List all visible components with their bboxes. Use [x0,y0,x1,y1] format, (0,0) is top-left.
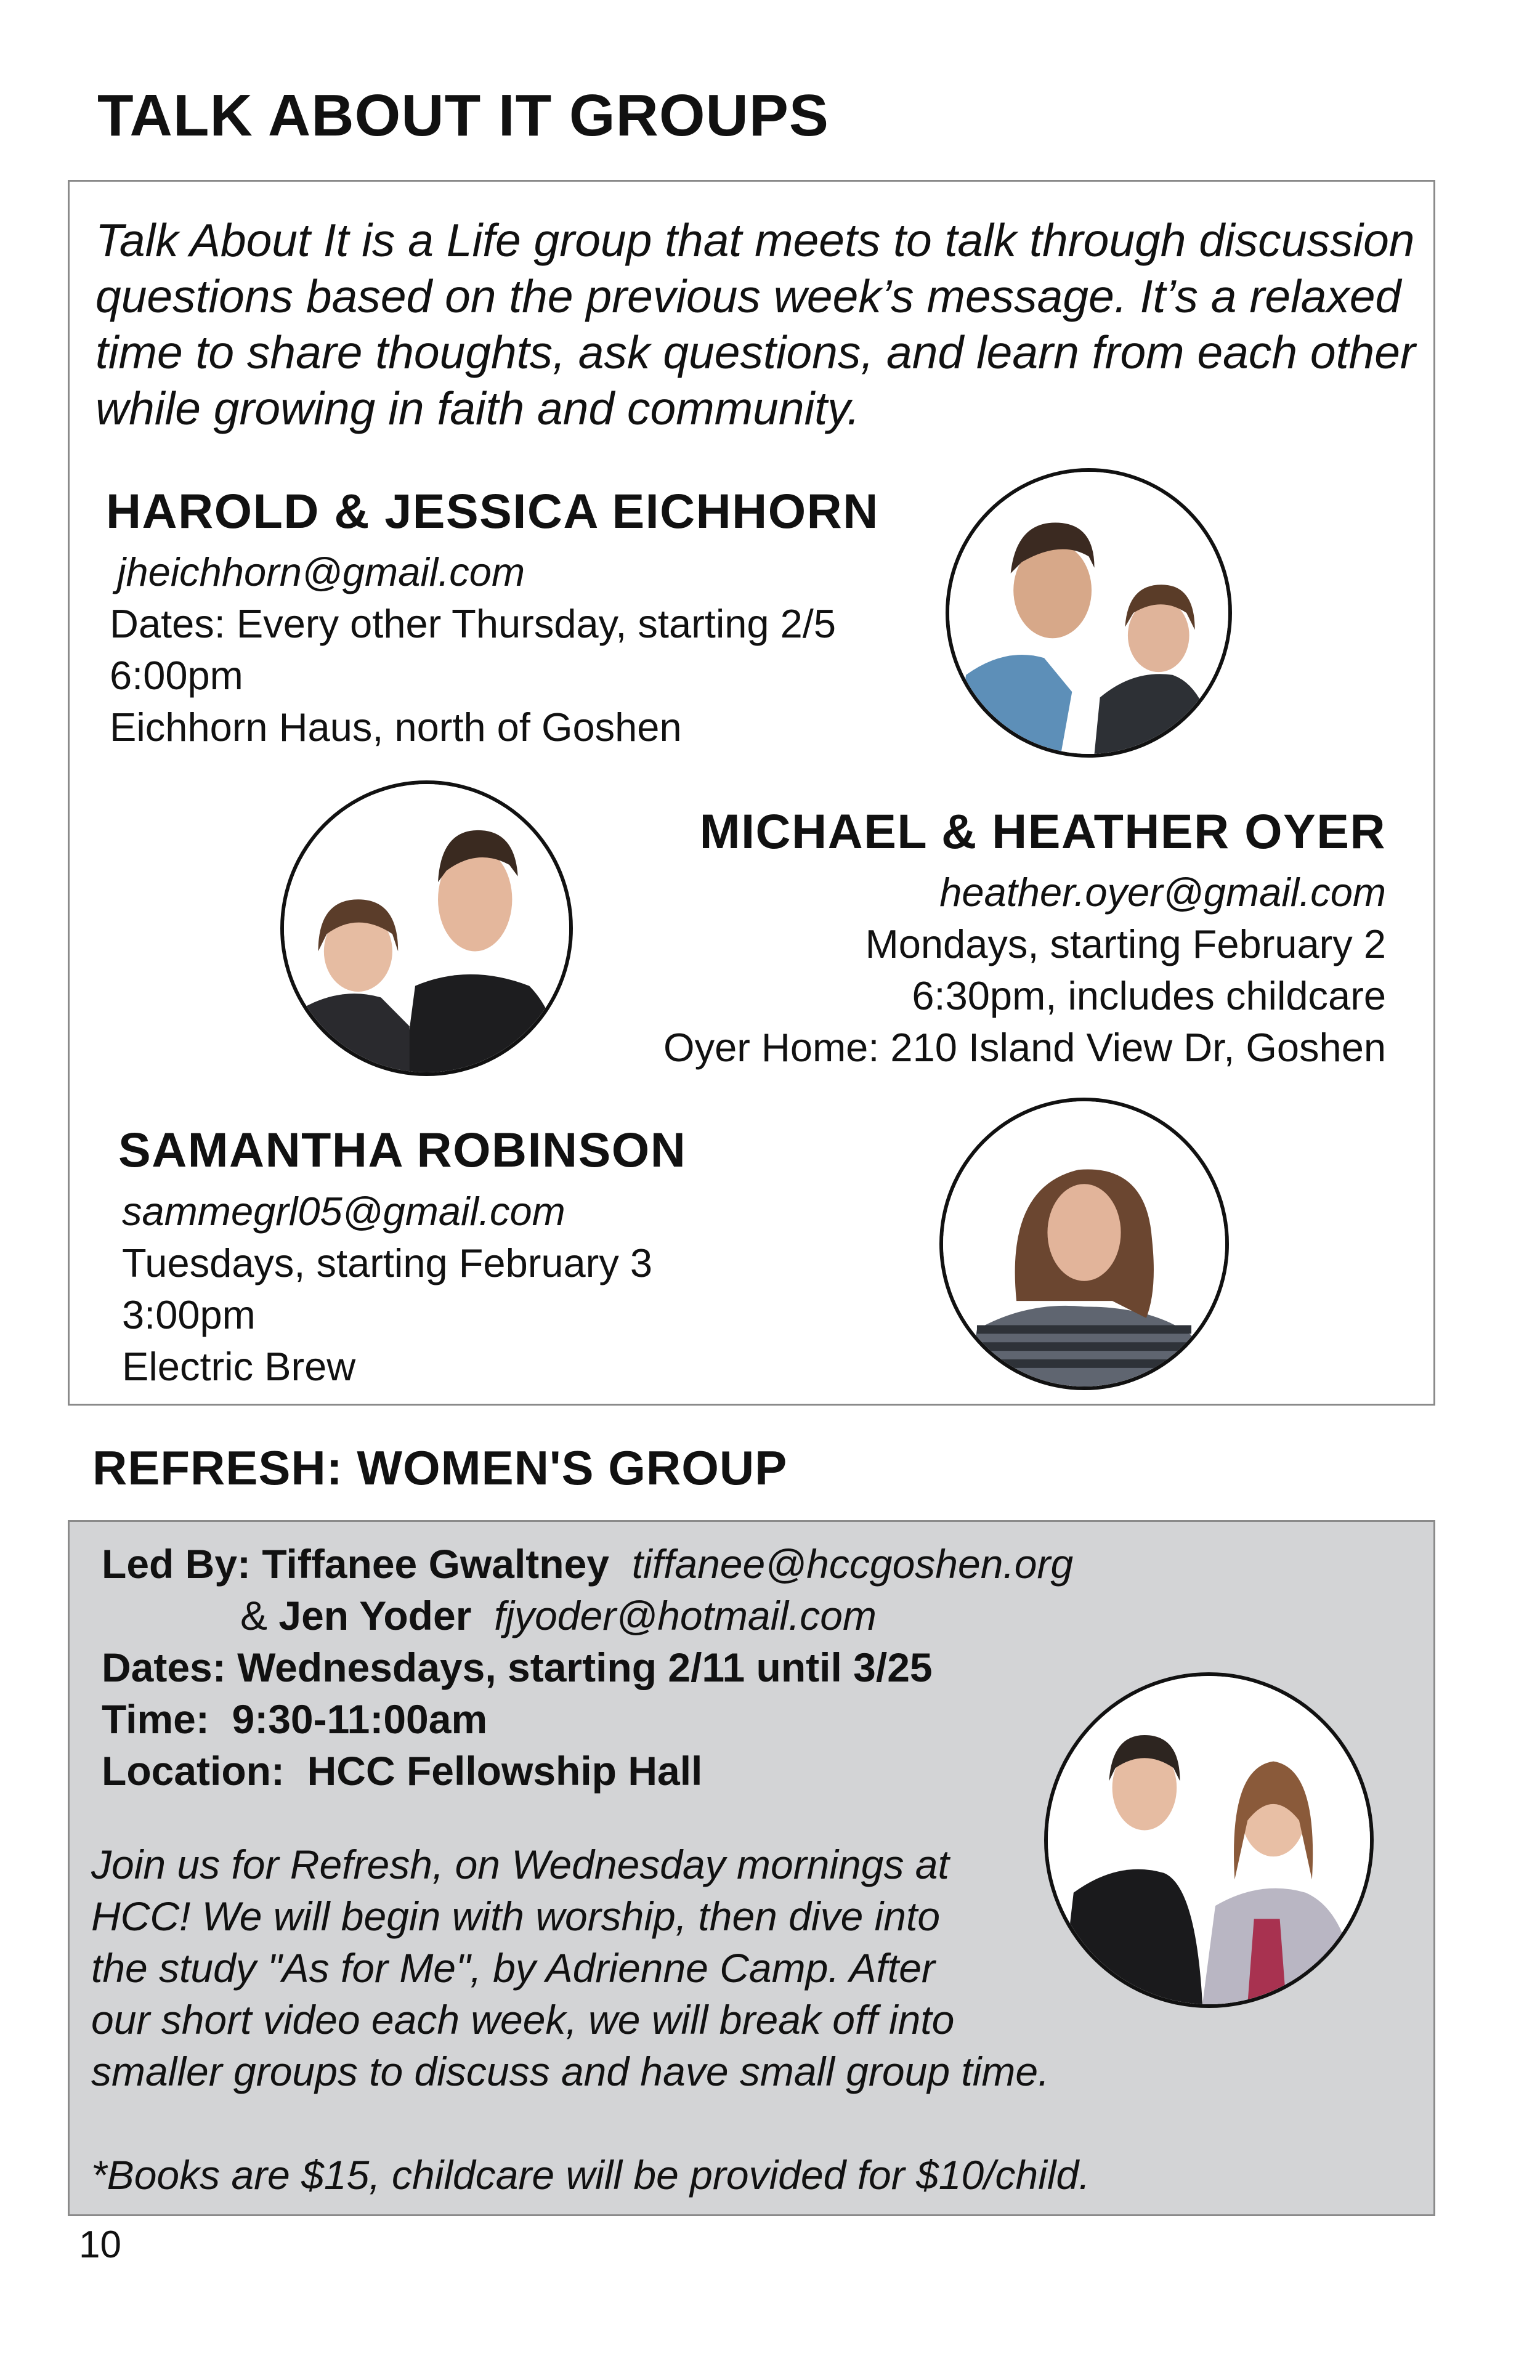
group-robinson-email[interactable]: sammegrl05@gmail.com [122,1189,565,1234]
group-robinson-location: Electric Brew [122,1344,356,1389]
group-oyer-dates: Mondays, starting February 2 [865,921,1386,966]
group-eichhorn-time: 6:00pm [110,653,243,698]
group-oyer-location: Oyer Home: 210 Island View Dr, Goshen [663,1025,1386,1070]
leader1-name: Tiffanee Gwaltney [262,1541,609,1587]
leader2-email[interactable]: fjyoder@hotmail.com [494,1593,877,1638]
refresh-title: REFRESH: WOMEN'S GROUP [92,1441,788,1495]
leader1-email[interactable]: tiffanee@hccgoshen.org [631,1541,1074,1587]
refresh-desc-line: HCC! We will begin with worship, then dive into [91,1893,941,1939]
refresh-desc-line: Join us for Refresh, on Wednesday mornings at [91,1842,949,1887]
group-oyer-info [663,867,1386,1074]
refresh-time: Time: 9:30-11:00am [102,1696,488,1742]
page-number: 10 [79,2224,121,2266]
robinson-photo [939,1098,1229,1390]
blank-line [91,2097,1090,2149]
amp-symbol: & [240,1593,268,1638]
group-oyer-email[interactable]: heather.oyer@gmail.com [939,870,1386,915]
refresh-desc-line: smaller groups to discuss and have small group time. [91,2049,1050,2094]
leader2-name: Jen Yoder [278,1593,472,1638]
led-by-label: Led By: [102,1541,251,1587]
group-eichhorn-location: Eichhorn Haus, north of Goshen [110,705,682,750]
talk-about-it-intro: Talk About It is a Life group that meets to talk through discussion questions based on the previous week’s message. It’s a relaxed time to share thoughts, ask questions, and learn from each other while growing in faith and community. [95,214,1416,434]
refresh-description [91,1839,1090,2201]
group-robinson-name: SAMANTHA ROBINSON [118,1122,687,1177]
refresh-desc-line: our short video each week, we will break off into [91,1997,955,2042]
refresh-desc-line: the study "As for Me", by Adrienne Camp. After [91,1945,935,1991]
refresh-dates: Dates: Wednesdays, starting 2/11 until 3/25 [102,1645,933,1690]
page-title: TALK ABOUT IT GROUPS [97,83,829,148]
refresh-location: Location: HCC Fellowship Hall [102,1748,703,1794]
group-eichhorn-info [110,546,836,753]
refresh-details [102,1538,1073,1797]
group-robinson-info [122,1186,652,1393]
refresh-note: *Books are $15, childcare will be provided for $10/child. [91,2152,1090,2198]
group-robinson-dates: Tuesdays, starting February 3 [122,1241,653,1285]
eichhorn-couple-photo [946,468,1232,758]
refresh-leaders-photo [1044,1672,1374,2008]
group-robinson-time: 3:00pm [122,1292,256,1337]
group-eichhorn-email[interactable]: jheichhorn@gmail.com [117,549,525,594]
group-eichhorn-dates: Dates: Every other Thursday, starting 2/5 [110,601,836,646]
group-eichhorn-name: HAROLD & JESSICA EICHHORN [106,484,879,538]
group-oyer-name: MICHAEL & HEATHER OYER [699,804,1386,859]
oyer-couple-photo [280,780,573,1076]
group-oyer-time: 6:30pm, includes childcare [912,973,1386,1018]
